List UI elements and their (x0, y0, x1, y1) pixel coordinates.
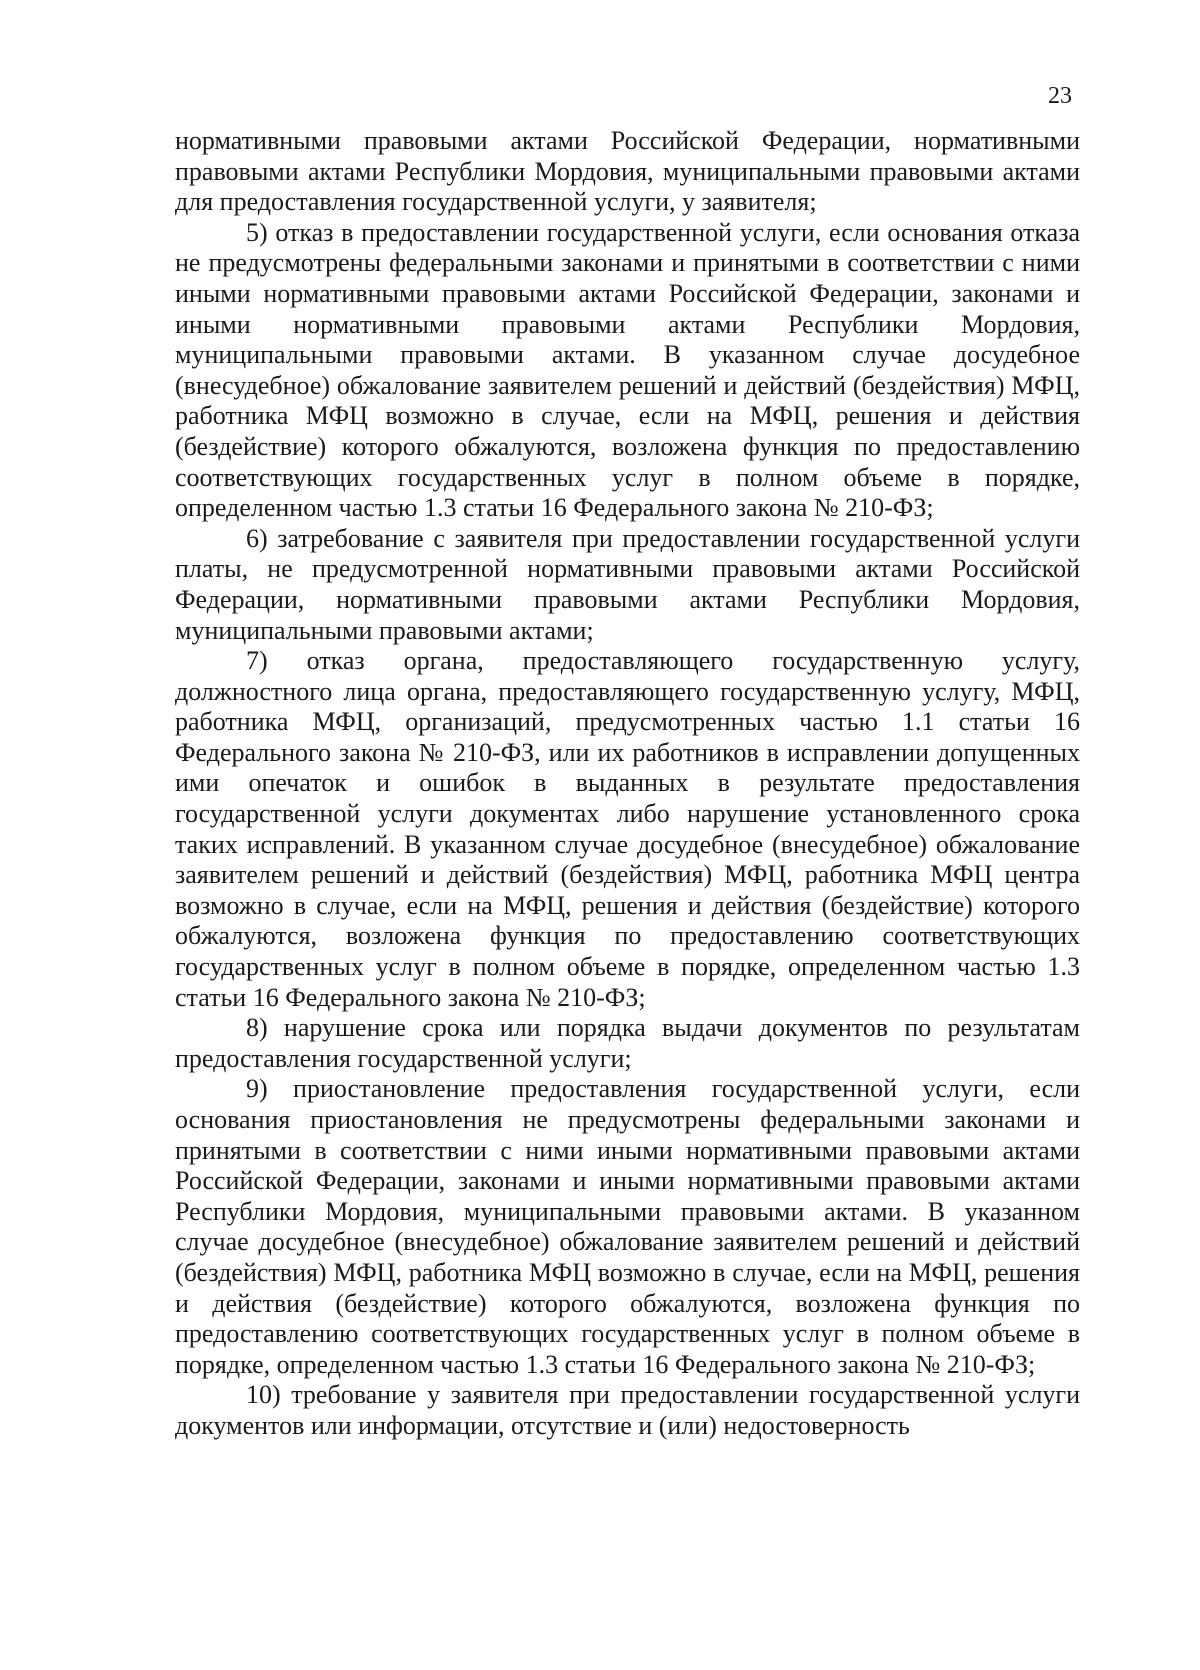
paragraph-item-7: 7) отказ органа, предоставляющего государственную услугу, должностного лица органа, предоставляющего государственную услугу, МФЦ, работника МФЦ, организаций, предусмотренных частью 1.1 статьи 16 Федерального закона № 210-ФЗ, или их работников в исправлении допущенных ими опечаток и ошибок в выданных в результате предоставления государственной услуги документах либо нарушение установленного срока таких исправлений. В указанном случае досудебное (внесудебное) обжалование заявителем решений и действий (бездействия) МФЦ, работника МФЦ центра возможно в случае, если на МФЦ, решения и действия (бездействие) которого обжалуются, возложена функция по предоставлению соответствующих государственных услуг в полном объеме в порядке, определенном частью 1.3 статьи 16 Федерального закона № 210-ФЗ; (175, 646, 1080, 1012)
document-body (175, 126, 1080, 1442)
paragraph-item-5: 5) отказ в предоставлении государственной услуги, если основания отказа не предусмотрены федеральными законами и принятыми в соответствии с ними иными нормативными правовыми актами Российской Федерации, законами и иными нормативными правовыми актами Республики Мордовия, муниципальными правовыми актами. В указанном случае досудебное (внесудебное) обжалование заявителем решений и действий (бездействия) МФЦ, работника МФЦ возможно в случае, если на МФЦ, решения и действия (бездействие) которого обжалуются, возложена функция по предоставлению соответствующих государственных услуг в полном объеме в порядке, определенном частью 1.3 статьи 16 Федерального закона № 210-ФЗ; (175, 217, 1080, 523)
paragraph-continuation: нормативными правовыми актами Российской Федерации, нормативными правовыми актами Республики Мордовия, муниципальными правовыми актами для предоставления государственной услуги, у заявителя; (175, 126, 1080, 217)
paragraph-item-8: 8) нарушение срока или порядка выдачи документов по результатам предоставления государственной услуги; (175, 1013, 1080, 1073)
paragraph-item-6: 6) затребование с заявителя при предоставлении государственной услуги платы, не предусмотренной нормативными правовыми актами Российской Федерации, нормативными правовыми актами Республики Мордовия, муниципальными правовыми актами; (175, 523, 1080, 645)
page-number: 23 (1048, 83, 1072, 109)
paragraph-item-10: 10) требование у заявителя при предоставлении государственной услуги документов или информации, отсутствие и (или) недостоверность (175, 1380, 1080, 1440)
paragraph-item-9: 9) приостановление предоставления государственной услуги, если основания приостановления не предусмотрены федеральными законами и принятыми в соответствии с ними иными нормативными правовыми актами Российской Федерации, законами и иными нормативными правовыми актами Республики Мордовия, муниципальными правовыми актами. В указанном случае досудебное (внесудебное) обжалование заявителем решений и действий (бездействия) МФЦ, работника МФЦ возможно в случае, если на МФЦ, решения и действия (бездействие) которого обжалуются, возложена функция по предоставлению соответствующих государственных услуг в полном объеме в порядке, определенном частью 1.3 статьи 16 Федерального закона № 210-ФЗ; (175, 1074, 1080, 1379)
